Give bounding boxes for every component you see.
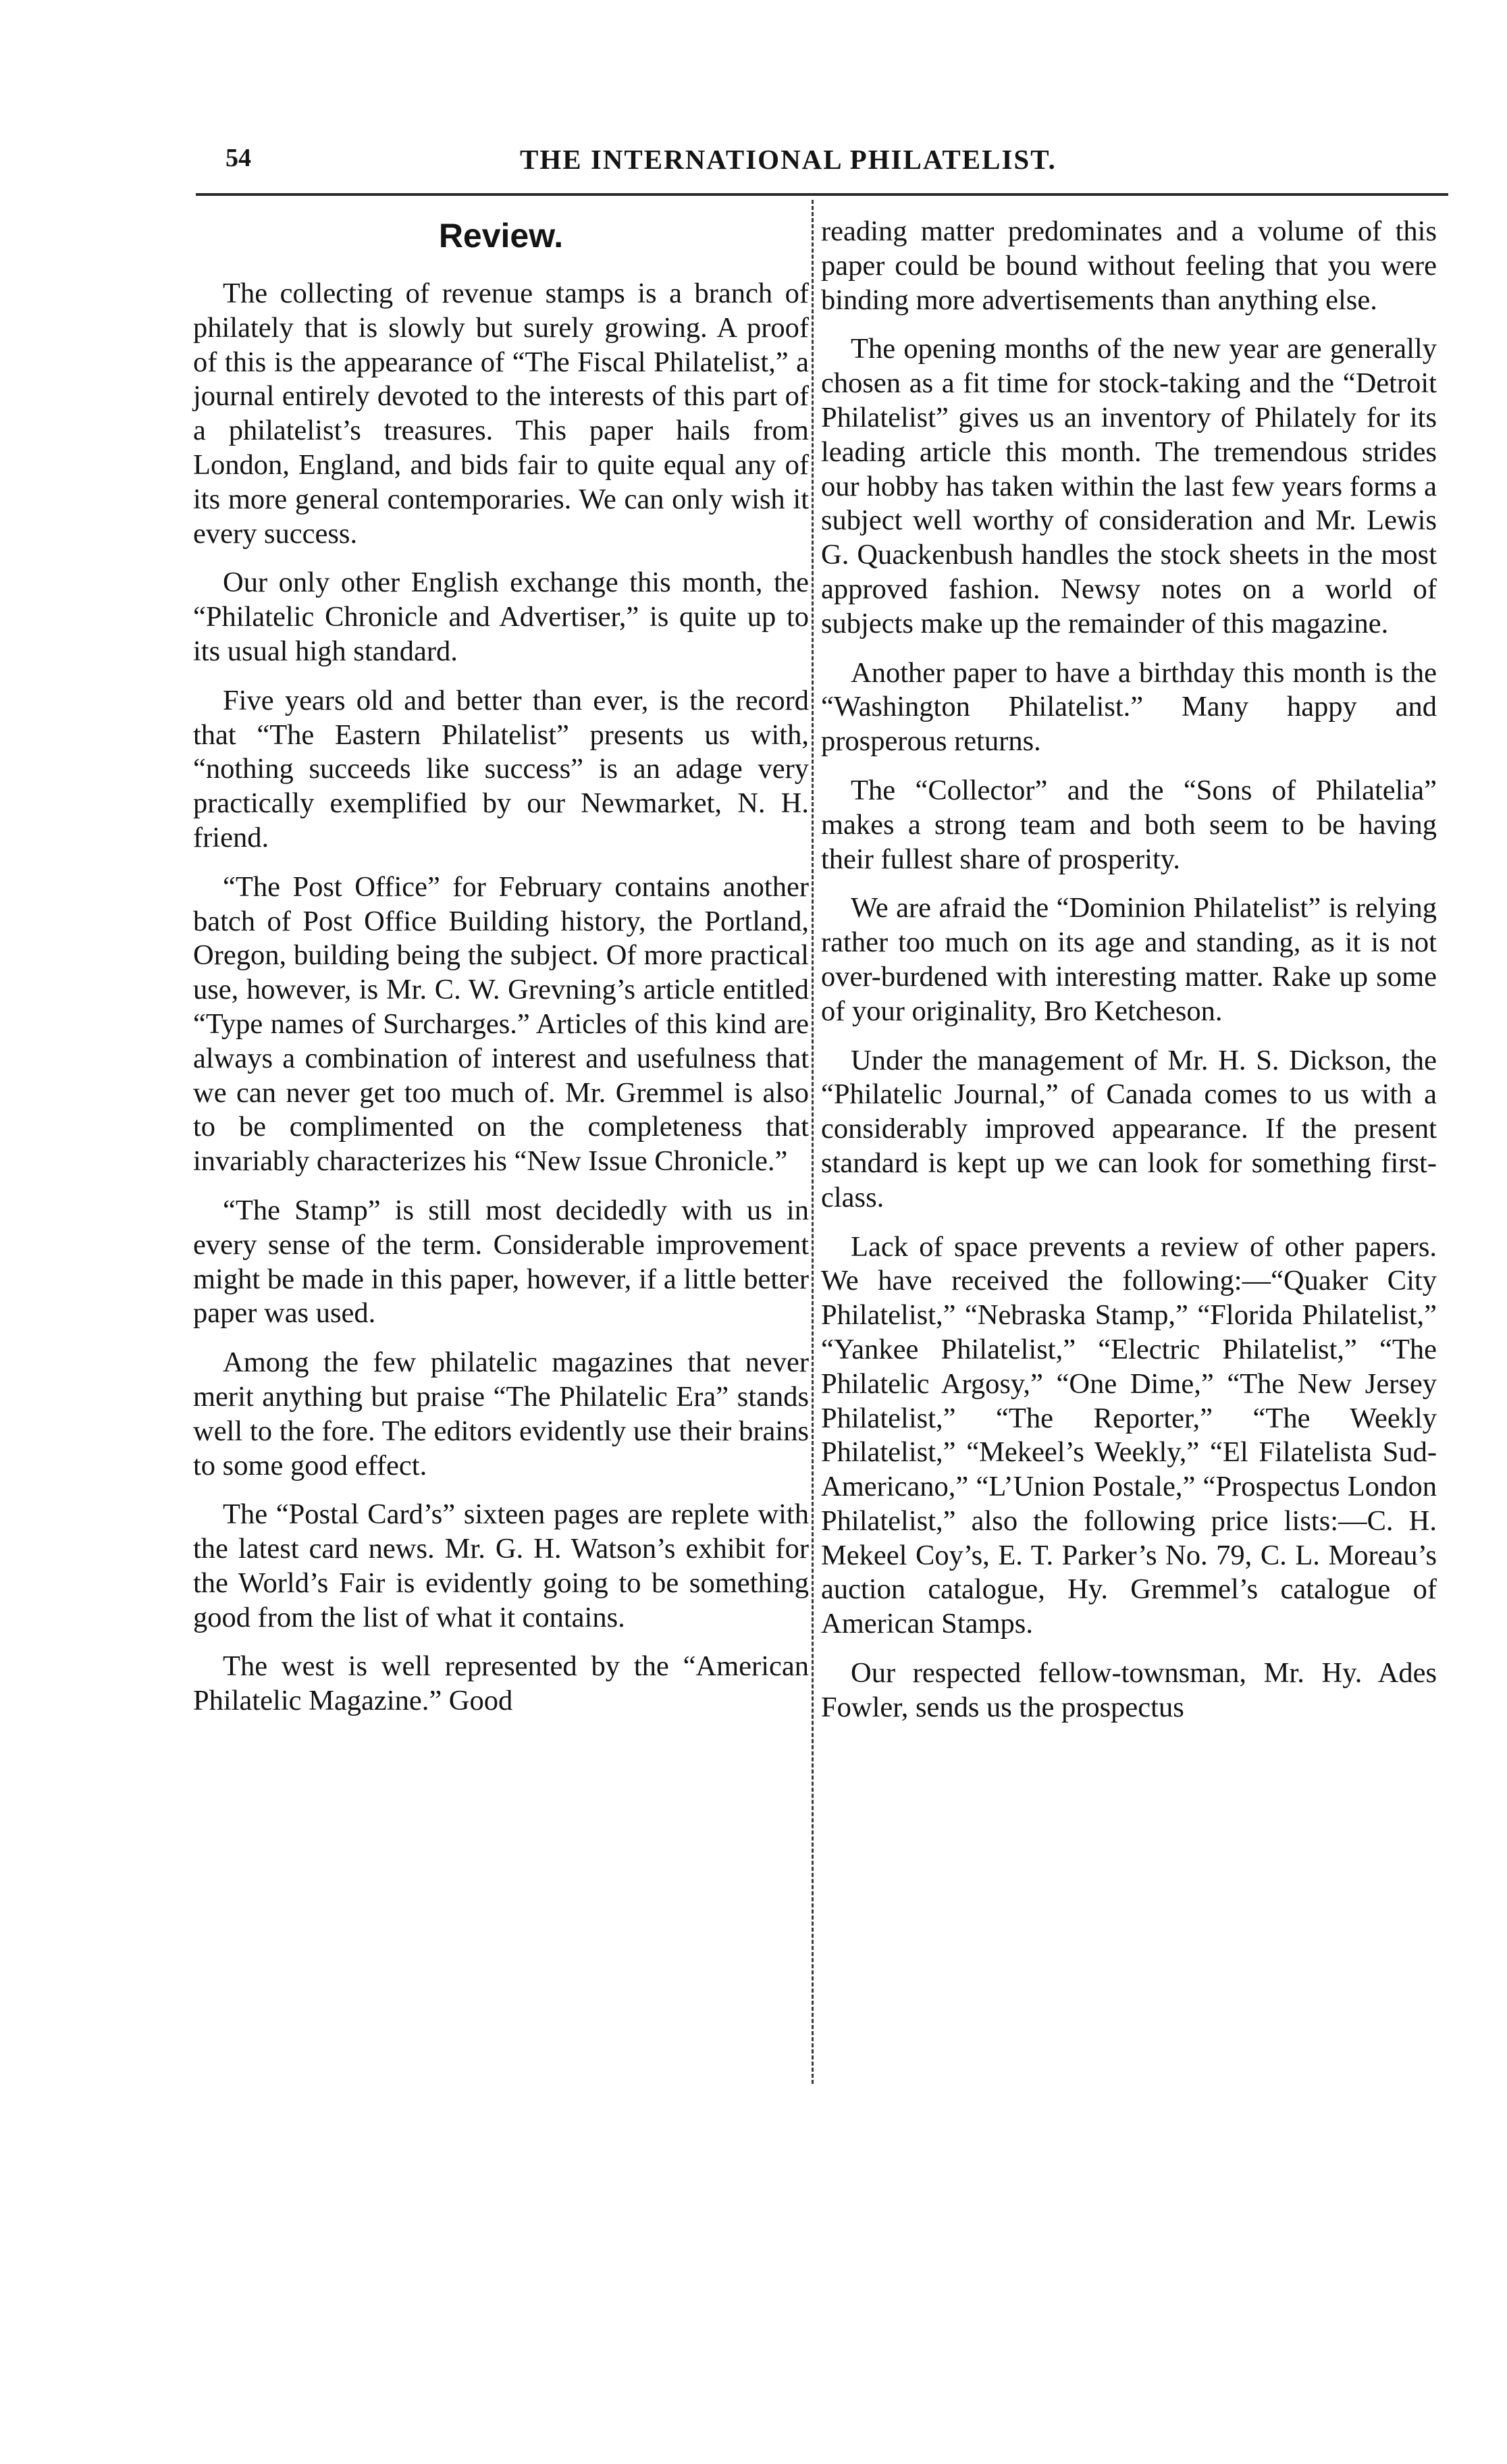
continued-paragraph: reading matter predominates and a volume of this paper could be bound without feeling that you were binding more advertisements than anything else. <box>821 215 1437 316</box>
section-heading: Review. <box>438 217 564 255</box>
paragraph: The west is well represented by the “American Philatelic Magazine.” Good <box>193 1650 809 1717</box>
paragraph: Among the few philatelic magazines that never merit anything but praise “The Philatelic Era” stands well to the fore. The editors evidently use their brains to some good effect. <box>193 1346 809 1482</box>
header-rule <box>196 193 1448 196</box>
left-column <box>193 215 809 1733</box>
right-column <box>821 215 1437 1740</box>
paragraph: Under the management of Mr. H. S. Dickson, the “Philatelic Journal,” of Canada comes to us with a considerably improved appearance. If the present standard is kept up we can look for something first-class. <box>821 1044 1437 1213</box>
paragraph: “The Post Office” for February contains another batch of Post Office Building history, the Portland, Oregon, building being the subject. Of more practical use, however, is Mr. C. W. Grevning’s article entitled “Type names of Surcharges.” Articles of this kind are always a combination of interest and usefulness that we can never get too much of. Mr. Gremmel is also to be complimented on the completeness that invariably characterizes his “New Issue Chronicle.” <box>193 870 809 1178</box>
paragraph: The opening months of the new year are generally chosen as a fit time for stock-taking and the “Detroit Philatelist” gives us an inventory of Philately for its leading article this month. The tremendous strides our hobby has taken within the last few years forms a subject well worthy of consideration and Mr. Lewis G. Quackenbush handles the stock sheets in the most approved fashion. Newsy notes on a world of subjects make up the remainder of this magazine. <box>821 333 1437 639</box>
paragraph: The “Collector” and the “Sons of Philatelia” makes a strong team and both seem to be having their fullest share of prosperity. <box>821 774 1437 875</box>
paragraph: Our respected fellow-townsman, Mr. Hy. Ades Fowler, sends us the prospectus <box>821 1657 1437 1723</box>
paragraph: Lack of space prevents a review of other papers. We have received the following:—“Quaker City Philatelist,” “Nebraska Stamp,” “Florida Philatelist,” “Yankee Philatelist,” “Electric Philatelist,” “The Philatelic Argosy,” “One Dime,” “The New Jersey Philatelist,” “The Reporter,” “The Weekly Philatelist,” “Mekeel’s Weekly,” “El Filatelista Sud-Americano,” “L’Union Postale,” “Prospectus London Philatelist,” also the following price lists:—C. H. Mekeel Coy’s, E. T. Parker’s No. 79, C. L. Moreau’s auction catalogue, Hy. Gremmel’s catalogue of American Stamps. <box>821 1230 1437 1640</box>
paragraph: We are afraid the “Dominion Philatelist” is relying rather too much on its age and standing, as it is not over-burdened with interesting matter. Rake up some of your originality, Bro Ketcheson. <box>821 892 1437 1027</box>
paragraph: Another paper to have a birthday this month is the “Washington Philatelist.” Many happy and prosperous returns. <box>821 656 1437 758</box>
paragraph: Five years old and better than ever, is the record that “The Eastern Philatelist” presents us with, “nothing succeeds like success” is an adage very practically exemplified by our Newmarket, N. H. friend. <box>193 684 809 854</box>
running-title: THE INTERNATIONAL PHILATELIST. <box>520 144 1057 175</box>
paragraph: Our only other English exchange this month, the “Philatelic Chronicle and Advertiser,” is quite up to its usual high standard. <box>193 567 809 667</box>
page-header <box>223 143 1114 184</box>
paragraph: The “Postal Card’s” sixteen pages are replete with the latest card news. Mr. G. H. Watson’s exhibit for the World’s Fair is evidently going to be something good from the list of what it contains. <box>193 1498 809 1633</box>
paragraph: The collecting of revenue stamps is a branch of philately that is slowly but surely growing. A proof of this is the appearance of “The Fiscal Philatelist,” a journal entirely devoted to the interests of this part of a philatelist’s treasures. This paper hails from London, England, and bids fair to quite equal any of its more general contemporaries. We can only wish it every success. <box>193 278 809 550</box>
page-number: 54 <box>226 144 251 172</box>
column-divider <box>812 200 816 2084</box>
paragraph: “The Stamp” is still most decidedly with us in every sense of the term. Considerable improvement might be made in this paper, however, if a little better paper was used. <box>193 1194 809 1330</box>
